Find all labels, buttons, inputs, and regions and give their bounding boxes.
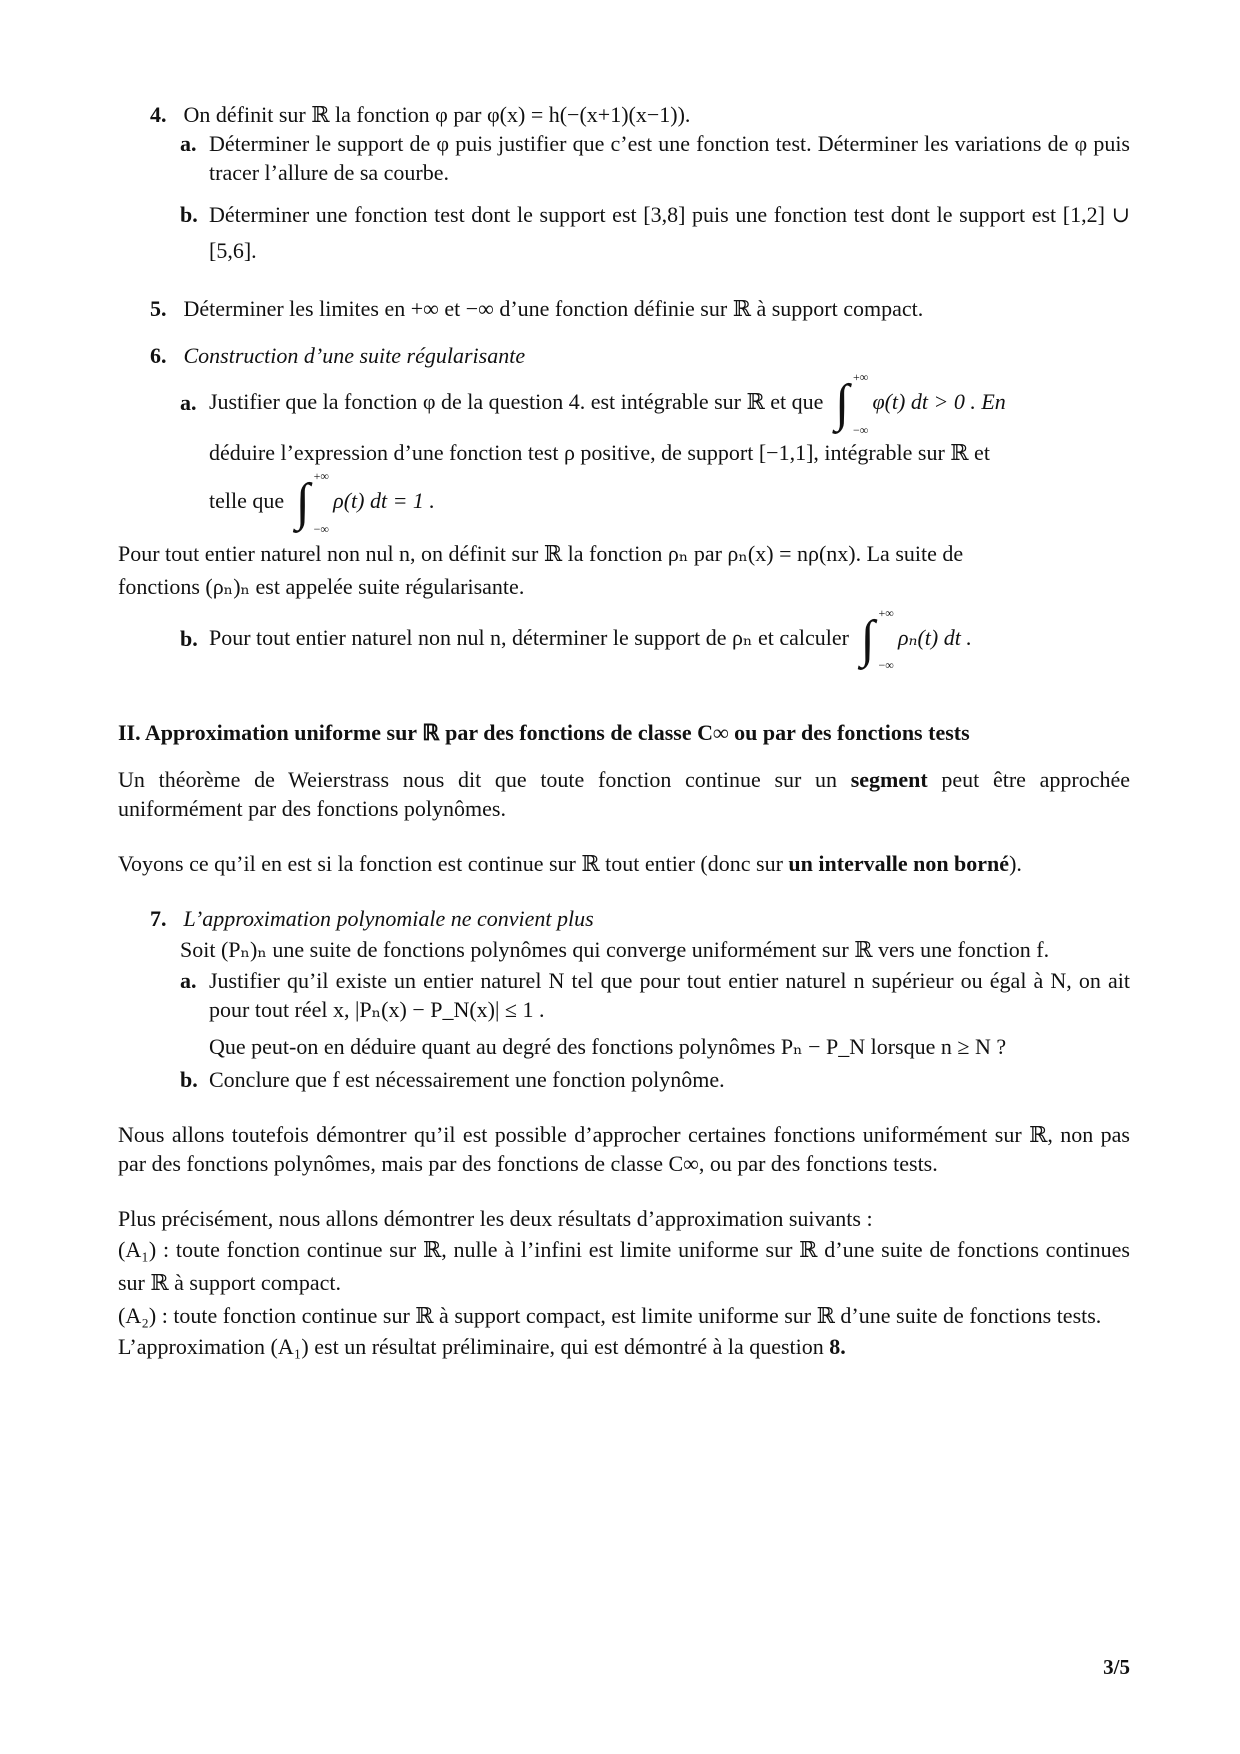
weierstrass-text-a: Un théorème de Weierstrass nous dit que toute fonction continue sur un: [118, 766, 851, 792]
question-6a-line3: [209, 469, 1130, 536]
section-ii-heading: II. Approximation uniforme sur ℝ par des fonctions de classe C∞ ou par des fonctions tests: [118, 719, 970, 745]
weierstrass-text-c: peut être approchée uniformément par des fonctions polynômes.: [118, 766, 1130, 821]
question-6a: [180, 370, 1130, 536]
question-6b-tail: ρₙ(t) dt .: [897, 624, 972, 650]
integral-lower-bound: −∞: [878, 657, 894, 672]
page-content: [118, 100, 1130, 1361]
integral-upper-bound: +∞: [878, 605, 894, 620]
question-6a-label: a.: [180, 390, 197, 416]
question-4a-text: Déterminer le support de φ puis justifier que c’est une fonction test. Déterminer les variations de φ puis tracer l’allure de sa courbe.: [209, 131, 1130, 186]
integral-symbol: ∫ +∞ −∞: [295, 469, 329, 536]
question-7b: [180, 1065, 1130, 1094]
question-6a-line2: déduire l’expression d’une fonction test ρ positive, de support [−1,1], intégrable sur ℝ et: [209, 440, 990, 466]
question-5-number: 5.: [150, 296, 167, 322]
question-6b-text: Pour tout entier naturel non nul n, déterminer le support de ρₙ et calculer: [209, 624, 849, 650]
weierstrass-paragraph: [118, 765, 1130, 823]
approximation-results-intro: Plus précisément, nous allons démontrer les deux résultats d’approximation suivants :: [118, 1205, 873, 1231]
question-4-stem: On définit sur ℝ la fonction φ par φ(x) = h(−(x+1)(x−1)).: [183, 102, 691, 127]
a1-note: [118, 1332, 1130, 1361]
question-6a-line1: [209, 370, 1130, 437]
question-7a-text1: Justifier qu’il existe un entier naturel N tel que pour tout entier naturel n supérieur ou égal à N, on ait pour tout réel x, |Pₙ(x) − P_N(x)| ≤ 1 .: [209, 967, 1130, 1022]
unbounded-interval-paragraph: [118, 849, 1130, 878]
question-4b-text: Déterminer une fonction test dont le support est [3,8] puis une fonction test dont le support est [1,2] ∪ [5,6].: [209, 202, 1130, 263]
integral-lower-bound: −∞: [313, 521, 329, 536]
question-7b-label: b.: [180, 1066, 198, 1092]
question-7-intro: Soit (Pₙ)ₙ une suite de fonctions polynômes qui converge uniformément sur ℝ vers une fonction f.: [180, 936, 1050, 962]
question-5-text: Déterminer les limites en +∞ et −∞ d’une fonction définie sur ℝ à support compact.: [183, 296, 924, 322]
integral-lower-bound: −∞: [852, 422, 869, 437]
question-7a-label: a.: [180, 967, 197, 993]
question-7-number: 7.: [150, 905, 167, 931]
question-4b: [180, 197, 1130, 268]
a1-note-ref: 8.: [829, 1333, 846, 1359]
question-4a-label: a.: [180, 131, 197, 157]
weierstrass-text-bold: segment: [850, 766, 928, 792]
rho-n-definition: Pour tout entier naturel non nul n, on définit sur ℝ la fonction ρₙ par ρₙ(x) = nρ(nx). La suite de: [118, 541, 964, 567]
integral-upper-bound: +∞: [852, 370, 869, 385]
question-4a: [180, 129, 1130, 187]
regularizing-sequence-def: fonctions (ρₙ)ₙ est appelée suite régularisante.: [118, 574, 525, 600]
question-7a: [180, 966, 1130, 1061]
page-number: 3/5: [1103, 1655, 1130, 1680]
a1-note-text: L’approximation (A₁) est un résultat préliminaire, qui est démontré à la question: [118, 1333, 830, 1359]
question-5: [150, 294, 1130, 323]
question-6: [150, 341, 1130, 370]
question-6a-line3-tail: ρ(t) dt = 1 .: [333, 488, 435, 514]
question-6-title: Construction d’une suite régularisante: [183, 343, 526, 369]
question-6-number: 6.: [150, 343, 167, 369]
question-6a-line1-tail: φ(t) dt > 0 . En: [872, 389, 1006, 415]
closing-paragraph: Nous allons toutefois démontrer qu’il est possible d’approcher certaines fonctions uniformément sur ℝ, non pas par des fonctions polynômes, mais par des fonctions de classe C∞, ou par des fonctions tests.: [118, 1121, 1130, 1176]
unbounded-text-bold: un intervalle non borné: [788, 850, 1010, 876]
question-4: [150, 100, 1130, 129]
integral-symbol: ∫ +∞ −∞: [834, 370, 869, 437]
question-7a-text2: Que peut-on en déduire quant au degré des fonctions polynômes Pₙ − P_N lorsque n ≥ N ?: [209, 1033, 1007, 1059]
question-6b: [180, 605, 1130, 672]
unbounded-text-a: Voyons ce qu’il en est si la fonction est continue sur ℝ tout entier (donc sur: [118, 850, 789, 876]
result-a2: (A₂) : toute fonction continue sur ℝ à support compact, est limite uniforme sur ℝ d’une suite de fonctions tests.: [118, 1302, 1102, 1328]
question-4-number: 4.: [150, 102, 167, 127]
question-6a-line1-text: Justifier que la fonction φ de la question 4. est intégrable sur ℝ et que: [209, 389, 824, 415]
integral-upper-bound: +∞: [313, 469, 329, 484]
question-7-title: L’approximation polynomiale ne convient plus: [183, 905, 594, 931]
question-7: [150, 904, 1130, 933]
question-4b-label: b.: [180, 202, 198, 228]
unbounded-text-c: ).: [1009, 850, 1022, 876]
question-6a-line3-lead: telle que: [209, 488, 285, 514]
result-a1: (A₁) : toute fonction continue sur ℝ, nulle à l’infini est limite uniforme sur ℝ d’une suite de fonctions continues sur ℝ à support compact.: [118, 1236, 1130, 1295]
question-6b-label: b.: [180, 625, 198, 651]
question-7b-text: Conclure que f est nécessairement une fonction polynôme.: [209, 1066, 725, 1092]
integral-symbol: ∫ +∞ −∞: [860, 605, 894, 672]
